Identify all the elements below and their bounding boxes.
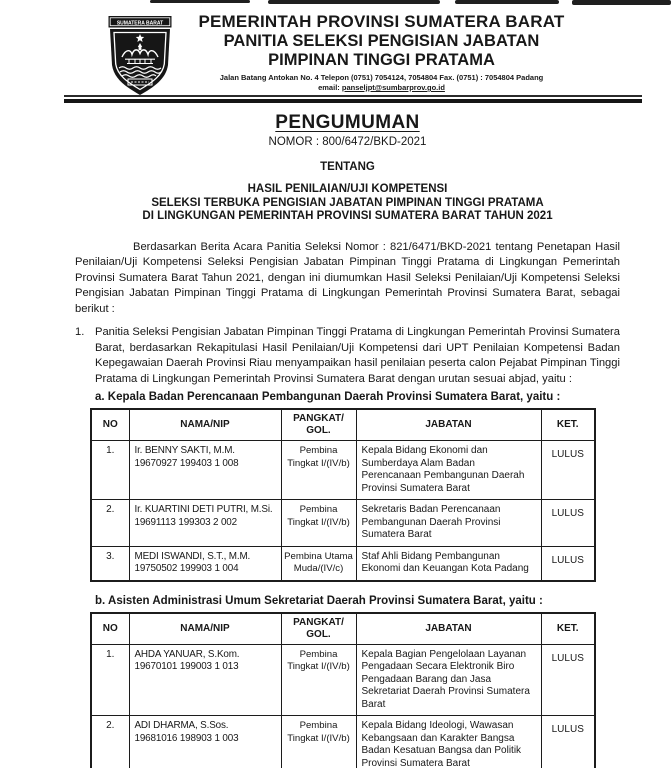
table-row: [91, 644, 595, 716]
sumatera-barat-crest-logo: [107, 15, 173, 97]
section-a-heading: [95, 391, 620, 403]
cell-no: 1.: [91, 644, 129, 716]
subject-line1: HASIL PENILAIAN/UJI KOMPETENSI: [247, 183, 448, 195]
cell-no: 3.: [91, 546, 129, 581]
nama: MEDI ISWANDI, S.T., M.M.: [134, 550, 251, 562]
col-pangkat-gol: PANGKAT/ GOL.: [281, 409, 356, 441]
letterhead: [188, 12, 575, 92]
letterhead-address: Jalan Batang Antokan No. 4 Telepon (0751) 7054124, 7054804 Fax. (0751) : 7054804 Padang: [219, 73, 544, 82]
letterhead-email-line: [188, 83, 575, 92]
letterhead-line1: PEMERINTAH PROVINSI SUMATERA BARAT: [198, 12, 565, 31]
col-no: NO: [91, 613, 129, 645]
letterhead-divider: [64, 95, 642, 103]
cell-pangkat: Pembina Tingkat I/(IV/b): [281, 500, 356, 547]
document-number: NOMOR : 800/6472/BKD-2021: [268, 136, 427, 148]
item-number: 1.: [75, 326, 85, 338]
letterhead-line3: PIMPINAN TINGGI PRATAMA: [268, 51, 495, 69]
cell-jabatan: Kepala Bagian Pengelolaan Layanan Pengadaan Secara Elektronik Biro Pengadaan Barang dan Jasa Sekretariat Daerah Provinsi Sumatera Barat: [356, 644, 541, 716]
table-row: [91, 441, 595, 500]
table-header-row: [91, 613, 595, 645]
email-label: email:: [318, 83, 340, 92]
col-jabatan: JABATAN: [356, 613, 541, 645]
numbered-item-1: [75, 325, 620, 387]
cell-ket: LULUS: [541, 716, 595, 768]
logo-banner-text: SUMATERA BARAT: [116, 20, 164, 27]
letterhead-line2: PANITIA SELEKSI PENGISIAN JABATAN: [223, 32, 540, 50]
scan-artifact: [455, 0, 559, 4]
cell-pangkat: Pembina Tingkat I/(IV/b): [281, 441, 356, 500]
page-title: PENGUMUMAN: [275, 112, 420, 133]
nip: 19670101 199003 1 013: [134, 661, 239, 672]
item-text: Panitia Seleksi Pengisian Jabatan Pimpinan Tinggi Pratama di Lingkungan Pemerintah Provinsi Sumatera Barat, berdasarkan Rekapitulasi Hasil Penilaian/Uji Kompetensi dari UPT Penilaian Kompetensi Badan Kepegawaian Daerah Provinsi Riau menyampaikan hasil penilaian peserta calon Pejabat Pimpinan Tinggi Pratama di Lingkungan Pemerintah Provinsi Sumatera Barat dengan urutan sesuai abjad, yaitu :: [95, 326, 620, 385]
roster-table-a: [90, 408, 596, 582]
cell-pangkat: Pembina Utama Muda/(IV/c): [281, 546, 356, 581]
cell-nama-nip: [129, 441, 281, 500]
document-subject: [75, 183, 620, 224]
nama: AHDA YANUAR, S.Kom.: [134, 648, 240, 660]
opening-paragraph: Berdasarkan Berita Acara Panitia Seleksi Nomor : 821/6471/BKD-2021 tentang Penetapan Hasil Penilaian/Uji Kompetensi Seleksi Pengisian Jabatan Pimpinan Tinggi Pratama di Lingkungan Pemerintah Provinsi Sumatera Barat Tahun 2021, dengan ini diumumkan Hasil Seleksi Penilaian/Uji Kompetensi Seleksi Pengisian Jabatan Pimpinan Tinggi Pratama di Lingkungan Pemerintah Provinsi Sumatera Barat, sebagai berikut :: [75, 240, 620, 315]
cell-ket: LULUS: [541, 546, 595, 581]
section-a-title: Kepala Badan Perencanaan Pembangunan Daerah Provinsi Sumatera Barat, yaitu :: [107, 391, 561, 403]
scan-artifact: [268, 0, 440, 4]
table-header-row: [91, 409, 595, 441]
nama: ADI DHARMA, S.Sos.: [134, 720, 229, 731]
tentang-label: TENTANG: [320, 161, 375, 173]
nama: Ir. BENNY SAKTI, M.M.: [134, 445, 235, 456]
col-ket: KET.: [541, 409, 595, 441]
cell-jabatan: Staf Ahli Bidang Pembangunan Ekonomi dan Keuangan Kota Padang: [356, 546, 541, 581]
cell-pangkat: Pembina Tingkat I/(IV/b): [281, 644, 356, 716]
cell-no: 2.: [91, 500, 129, 547]
section-b-heading: [95, 595, 620, 607]
section-a-label: a.: [95, 391, 105, 403]
table-row: [91, 716, 595, 768]
nip: 19750502 199903 1 004: [134, 563, 239, 574]
section-b-label: b.: [95, 594, 106, 607]
cell-nama-nip: [129, 644, 281, 716]
cell-ket: LULUS: [541, 644, 595, 716]
subject-line2: SELEKSI TERBUKA PENGISIAN JABATAN PIMPINAN TINGGI PRATAMA: [151, 196, 544, 209]
subject-line3: DI LINGKUNGAN PEMERINTAH PROVINSI SUMATERA BARAT TAHUN 2021: [142, 210, 553, 222]
scan-artifact: [572, 0, 671, 5]
cell-nama-nip: [129, 500, 281, 547]
nip: 19670927 199403 1 008: [134, 457, 239, 469]
col-ket: KET.: [541, 613, 595, 645]
scan-artifact: [150, 0, 250, 3]
cell-jabatan: Kepala Bidang Ideologi, Wawasan Kebangsaan dan Karakter Bangsa Badan Kesatuan Bangsa dan Politik Provinsi Sumatera Barat: [356, 716, 541, 768]
roster-table-b: [90, 612, 596, 768]
cell-nama-nip: [129, 546, 281, 581]
cell-ket: LULUS: [541, 500, 595, 547]
cell-ket: LULUS: [541, 441, 595, 500]
cell-nama-nip: [129, 716, 281, 768]
nip: 19691113 199303 2 002: [134, 516, 237, 528]
cell-jabatan: Sekretaris Badan Perencanaan Pembangunan Daerah Provinsi Sumatera Barat: [356, 500, 541, 547]
col-jabatan: JABATAN: [356, 409, 541, 441]
col-no: NO: [91, 409, 129, 441]
section-b-title: Asisten Administrasi Umum Sekretariat Daerah Provinsi Sumatera Barat, yaitu :: [108, 594, 543, 607]
cell-no: 1.: [91, 441, 129, 500]
table-row: [91, 500, 595, 547]
cell-no: 2.: [91, 716, 129, 768]
cell-jabatan: Kepala Bidang Ekonomi dan Sumberdaya Alam Badan Perencanaan Pembangunan Daerah Provinsi Sumatera Barat: [356, 441, 541, 500]
table-row: [91, 546, 595, 581]
email-address: panseljpt@sumbarprov.go.id: [341, 83, 445, 92]
cell-pangkat: Pembina Tingkat I/(IV/b): [281, 716, 356, 768]
col-nama-nip: NAMA/NIP: [129, 613, 281, 645]
nip: 19681016 198903 1 003: [134, 732, 239, 744]
col-nama-nip: NAMA/NIP: [129, 409, 281, 441]
col-pangkat-gol: PANGKAT/ GOL.: [281, 613, 356, 645]
nama: Ir. KUARTINI DETI PUTRI, M.Si.: [134, 504, 273, 515]
